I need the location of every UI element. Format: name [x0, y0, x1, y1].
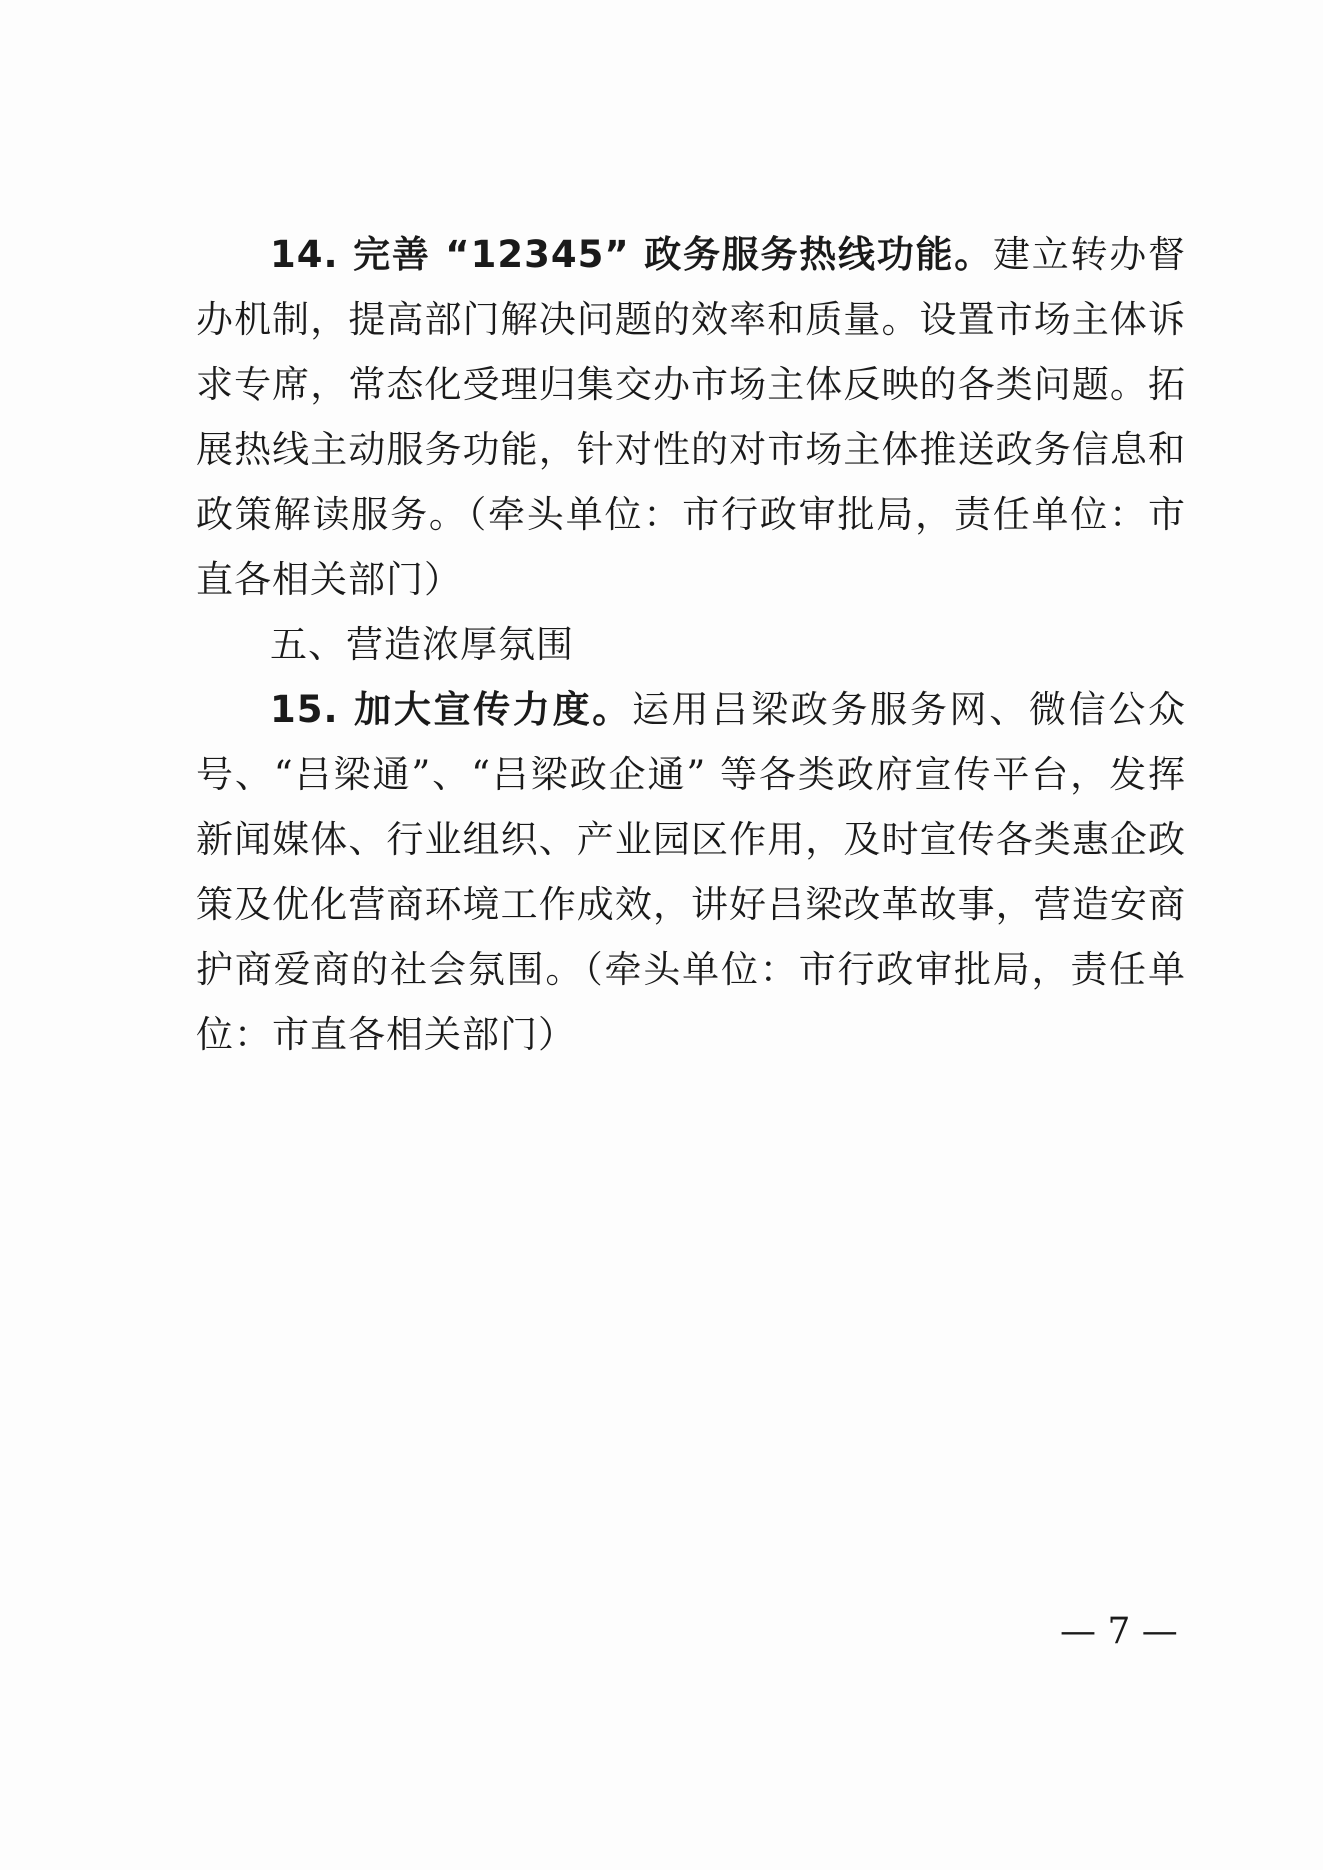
document-body: [196, 222, 1186, 1067]
item-15-text: 运用吕梁政务服务网、微信公众号、“吕梁通”、“吕梁政企通” 等各类政府宣传平台，发挥新闻媒体、行业组织、产业园区作用，及时宣传各类惠企政策及优化营商环境工作成效，讲好吕梁改革故事，营造安商护商爱商的社会氛围。（牵头单位：市行政审批局，责任单位：市直各相关部门）: [196, 688, 1186, 1056]
section-5-heading: 五、营造浓厚氛围: [270, 623, 574, 666]
item-14-title: 14. 完善 “12345” 政务服务热线功能。: [270, 233, 994, 276]
item-15-paragraph: [196, 677, 1186, 1067]
item-14-text: 建立转办督办机制，提高部门解决问题的效率和质量。设置市场主体诉求专席，常态化受理归集交办市场主体反映的各类问题。拓展热线主动服务功能，针对性的对市场主体推送政务信息和政策解读服务。（牵头单位：市行政审批局，责任单位：市直各相关部门）: [196, 233, 1187, 601]
item-14-paragraph: [196, 222, 1186, 612]
page-number: — 7 —: [1060, 1611, 1178, 1652]
item-15-title: 15. 加大宣传力度。: [270, 688, 632, 731]
